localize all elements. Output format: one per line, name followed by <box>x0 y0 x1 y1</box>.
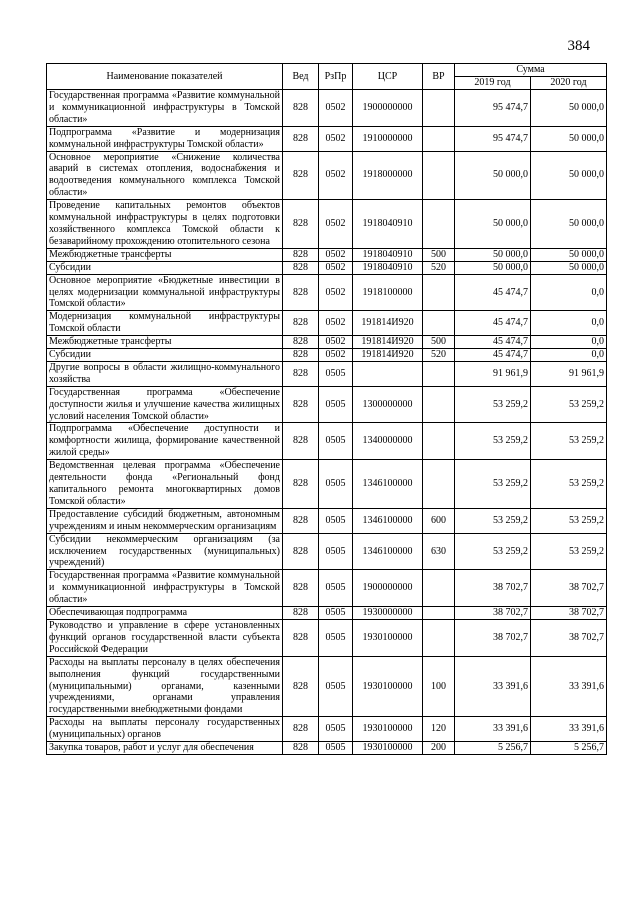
row-name: Подпрограмма «Развитие и модернизация коммунальной инфраструктуры Томской области» <box>47 126 283 151</box>
row-sum-2019: 38 702,7 <box>455 570 531 607</box>
row-csr: 1930100000 <box>353 717 423 742</box>
row-name: Расходы на выплаты персоналу государственных (муниципальных) органов <box>47 717 283 742</box>
row-csr: 191814И920 <box>353 349 423 362</box>
row-ved: 828 <box>283 386 319 423</box>
row-name: Субсидии <box>47 261 283 274</box>
row-name: Предоставление субсидий бюджетным, автономным учреждениям и иным некоммерческим организациям <box>47 508 283 533</box>
row-vr: 630 <box>423 533 455 570</box>
row-name: Государственная программа «Развитие коммунальной и коммуникационной инфраструктуры в Томской области» <box>47 570 283 607</box>
page-number: 384 <box>567 38 590 54</box>
row-vr <box>423 386 455 423</box>
row-ved: 828 <box>283 607 319 620</box>
row-name: Субсидии <box>47 349 283 362</box>
row-csr: 1900000000 <box>353 90 423 127</box>
row-sum-2020: 50 000,0 <box>531 200 607 249</box>
row-sum-2019: 50 000,0 <box>455 151 531 200</box>
row-ved: 828 <box>283 533 319 570</box>
header-rzpr: РзПр <box>319 64 353 90</box>
row-name: Субсидии некоммерческим организациям (за исключением государственных (муниципальных) учреждений) <box>47 533 283 570</box>
row-vr <box>423 90 455 127</box>
row-sum-2020: 0,0 <box>531 274 607 311</box>
row-csr: 1930100000 <box>353 619 423 656</box>
row-csr: 1340000000 <box>353 423 423 460</box>
row-vr <box>423 151 455 200</box>
row-sum-2020: 33 391,6 <box>531 717 607 742</box>
budget-table <box>46 63 607 755</box>
row-rzpr: 0505 <box>319 423 353 460</box>
table-row <box>47 248 607 261</box>
row-rzpr: 0502 <box>319 349 353 362</box>
row-rzpr: 0505 <box>319 508 353 533</box>
row-csr: 191814И920 <box>353 336 423 349</box>
row-csr: 1346100000 <box>353 533 423 570</box>
row-csr <box>353 361 423 386</box>
row-vr <box>423 361 455 386</box>
row-rzpr: 0502 <box>319 248 353 261</box>
row-sum-2020: 33 391,6 <box>531 656 607 717</box>
row-ved: 828 <box>283 361 319 386</box>
row-ved: 828 <box>283 261 319 274</box>
row-vr <box>423 311 455 336</box>
row-sum-2020: 0,0 <box>531 336 607 349</box>
row-sum-2019: 45 474,7 <box>455 311 531 336</box>
table-row <box>47 361 607 386</box>
row-sum-2020: 91 961,9 <box>531 361 607 386</box>
row-name: Другие вопросы в области жилищно-коммунального хозяйства <box>47 361 283 386</box>
row-vr <box>423 126 455 151</box>
row-rzpr: 0505 <box>319 656 353 717</box>
row-rzpr: 0502 <box>319 274 353 311</box>
row-name: Модернизация коммунальной инфраструктуры Томской области <box>47 311 283 336</box>
row-vr <box>423 460 455 509</box>
row-sum-2020: 0,0 <box>531 311 607 336</box>
table-row <box>47 90 607 127</box>
header-sum: Сумма <box>455 64 607 77</box>
row-sum-2019: 33 391,6 <box>455 717 531 742</box>
row-ved: 828 <box>283 460 319 509</box>
header-name: Наименование показателей <box>47 64 283 90</box>
row-name: Ведомственная целевая программа «Обеспечение деятельности фонда «Региональный фонд капитального ремонта многоквартирных домов Томской области» <box>47 460 283 509</box>
row-vr: 500 <box>423 248 455 261</box>
row-name: Закупка товаров, работ и услуг для обеспечения <box>47 742 283 755</box>
row-ved: 828 <box>283 656 319 717</box>
row-ved: 828 <box>283 742 319 755</box>
row-csr: 1346100000 <box>353 508 423 533</box>
row-vr: 500 <box>423 336 455 349</box>
row-csr: 1930000000 <box>353 607 423 620</box>
row-rzpr: 0505 <box>319 570 353 607</box>
row-sum-2020: 50 000,0 <box>531 90 607 127</box>
row-sum-2019: 33 391,6 <box>455 656 531 717</box>
row-name: Государственная программа «Обеспечение доступности жилья и улучшение качества жилищных условий населения Томской области» <box>47 386 283 423</box>
row-rzpr: 0505 <box>319 361 353 386</box>
table-row <box>47 386 607 423</box>
table-row <box>47 336 607 349</box>
table-row <box>47 261 607 274</box>
row-rzpr: 0502 <box>319 336 353 349</box>
row-ved: 828 <box>283 151 319 200</box>
row-vr <box>423 619 455 656</box>
table-row <box>47 570 607 607</box>
row-ved: 828 <box>283 248 319 261</box>
row-ved: 828 <box>283 336 319 349</box>
row-name: Основное мероприятие «Снижение количества аварий в системах отопления, водоснабжения и водоотведения коммунального комплекса Томской области» <box>47 151 283 200</box>
row-ved: 828 <box>283 311 319 336</box>
row-rzpr: 0505 <box>319 717 353 742</box>
table-row <box>47 607 607 620</box>
row-rzpr: 0502 <box>319 311 353 336</box>
table-row <box>47 717 607 742</box>
row-name: Межбюджетные трансферты <box>47 248 283 261</box>
row-rzpr: 0502 <box>319 126 353 151</box>
row-rzpr: 0505 <box>319 742 353 755</box>
header-2019: 2019 год <box>455 77 531 90</box>
table-row <box>47 508 607 533</box>
row-csr: 1930100000 <box>353 742 423 755</box>
row-sum-2020: 53 259,2 <box>531 460 607 509</box>
row-sum-2019: 50 000,0 <box>455 200 531 249</box>
table-row <box>47 533 607 570</box>
row-sum-2020: 38 702,7 <box>531 619 607 656</box>
row-sum-2019: 45 474,7 <box>455 349 531 362</box>
row-sum-2019: 95 474,7 <box>455 126 531 151</box>
row-sum-2019: 50 000,0 <box>455 261 531 274</box>
row-sum-2020: 50 000,0 <box>531 261 607 274</box>
row-name: Основное мероприятие «Бюджетные инвестиции в целях модернизации коммунальной инфраструктуры Томской области» <box>47 274 283 311</box>
row-ved: 828 <box>283 508 319 533</box>
row-sum-2019: 53 259,2 <box>455 508 531 533</box>
table-row <box>47 151 607 200</box>
row-name: Подпрограмма «Обеспечение доступности и комфортности жилища, формирование качественной жилой среды» <box>47 423 283 460</box>
row-ved: 828 <box>283 717 319 742</box>
row-vr <box>423 423 455 460</box>
row-sum-2019: 45 474,7 <box>455 336 531 349</box>
row-vr <box>423 607 455 620</box>
row-rzpr: 0505 <box>319 460 353 509</box>
row-sum-2019: 50 000,0 <box>455 248 531 261</box>
row-ved: 828 <box>283 90 319 127</box>
row-sum-2020: 53 259,2 <box>531 508 607 533</box>
row-ved: 828 <box>283 126 319 151</box>
row-sum-2019: 38 702,7 <box>455 619 531 656</box>
row-sum-2019: 5 256,7 <box>455 742 531 755</box>
row-vr: 100 <box>423 656 455 717</box>
row-csr: 1918040910 <box>353 200 423 249</box>
row-name: Обеспечивающая подпрограмма <box>47 607 283 620</box>
row-ved: 828 <box>283 349 319 362</box>
row-rzpr: 0502 <box>319 261 353 274</box>
row-sum-2020: 38 702,7 <box>531 607 607 620</box>
row-csr: 1930100000 <box>353 656 423 717</box>
row-csr: 191814И920 <box>353 311 423 336</box>
row-rzpr: 0502 <box>319 200 353 249</box>
row-sum-2019: 38 702,7 <box>455 607 531 620</box>
row-sum-2019: 45 474,7 <box>455 274 531 311</box>
row-vr <box>423 570 455 607</box>
table-row <box>47 200 607 249</box>
row-ved: 828 <box>283 274 319 311</box>
table-row <box>47 126 607 151</box>
row-vr: 520 <box>423 261 455 274</box>
row-sum-2020: 0,0 <box>531 349 607 362</box>
row-csr: 1918100000 <box>353 274 423 311</box>
row-csr: 1918000000 <box>353 151 423 200</box>
row-sum-2020: 50 000,0 <box>531 126 607 151</box>
row-vr <box>423 274 455 311</box>
row-name: Руководство и управление в сфере установленных функций органов государственной власти субъекта Российской Федерации <box>47 619 283 656</box>
table-row <box>47 460 607 509</box>
row-csr: 1346100000 <box>353 460 423 509</box>
row-vr: 520 <box>423 349 455 362</box>
table-row <box>47 619 607 656</box>
row-name: Проведение капитальных ремонтов объектов коммунальной инфраструктуры в целях подготовки хозяйственного комплекса Томской области к безаварийному прохождению отопительного сезона <box>47 200 283 249</box>
row-sum-2020: 53 259,2 <box>531 533 607 570</box>
table-row <box>47 742 607 755</box>
row-ved: 828 <box>283 423 319 460</box>
row-ved: 828 <box>283 619 319 656</box>
row-ved: 828 <box>283 200 319 249</box>
row-sum-2019: 53 259,2 <box>455 386 531 423</box>
row-rzpr: 0502 <box>319 151 353 200</box>
row-vr: 200 <box>423 742 455 755</box>
row-vr <box>423 200 455 249</box>
row-sum-2019: 53 259,2 <box>455 423 531 460</box>
row-rzpr: 0505 <box>319 607 353 620</box>
row-sum-2020: 53 259,2 <box>531 423 607 460</box>
row-sum-2020: 50 000,0 <box>531 151 607 200</box>
row-rzpr: 0502 <box>319 90 353 127</box>
row-vr: 600 <box>423 508 455 533</box>
row-ved: 828 <box>283 570 319 607</box>
table-row <box>47 349 607 362</box>
row-rzpr: 0505 <box>319 533 353 570</box>
header-csr: ЦСР <box>353 64 423 90</box>
row-csr: 1910000000 <box>353 126 423 151</box>
table-row <box>47 656 607 717</box>
table-row <box>47 274 607 311</box>
table-row <box>47 311 607 336</box>
header-2020: 2020 год <box>531 77 607 90</box>
row-name: Межбюджетные трансферты <box>47 336 283 349</box>
row-name: Государственная программа «Развитие коммунальной и коммуникационной инфраструктуры в Томской области» <box>47 90 283 127</box>
row-csr: 1900000000 <box>353 570 423 607</box>
row-sum-2019: 53 259,2 <box>455 460 531 509</box>
header-vr: ВР <box>423 64 455 90</box>
row-vr: 120 <box>423 717 455 742</box>
row-csr: 1300000000 <box>353 386 423 423</box>
table-row <box>47 423 607 460</box>
table-body <box>47 90 607 755</box>
row-sum-2020: 50 000,0 <box>531 248 607 261</box>
row-sum-2020: 38 702,7 <box>531 570 607 607</box>
header-ved: Вед <box>283 64 319 90</box>
row-sum-2020: 53 259,2 <box>531 386 607 423</box>
row-sum-2020: 5 256,7 <box>531 742 607 755</box>
row-rzpr: 0505 <box>319 619 353 656</box>
table-header <box>47 64 607 90</box>
row-sum-2019: 91 961,9 <box>455 361 531 386</box>
row-rzpr: 0505 <box>319 386 353 423</box>
row-csr: 1918040910 <box>353 248 423 261</box>
row-sum-2019: 95 474,7 <box>455 90 531 127</box>
row-sum-2019: 53 259,2 <box>455 533 531 570</box>
row-csr: 1918040910 <box>353 261 423 274</box>
row-name: Расходы на выплаты персоналу в целях обеспечения выполнения функций государственными (муниципальными) органами, казенными учреждениями, органами управления государственными внебюджетными фондами <box>47 656 283 717</box>
